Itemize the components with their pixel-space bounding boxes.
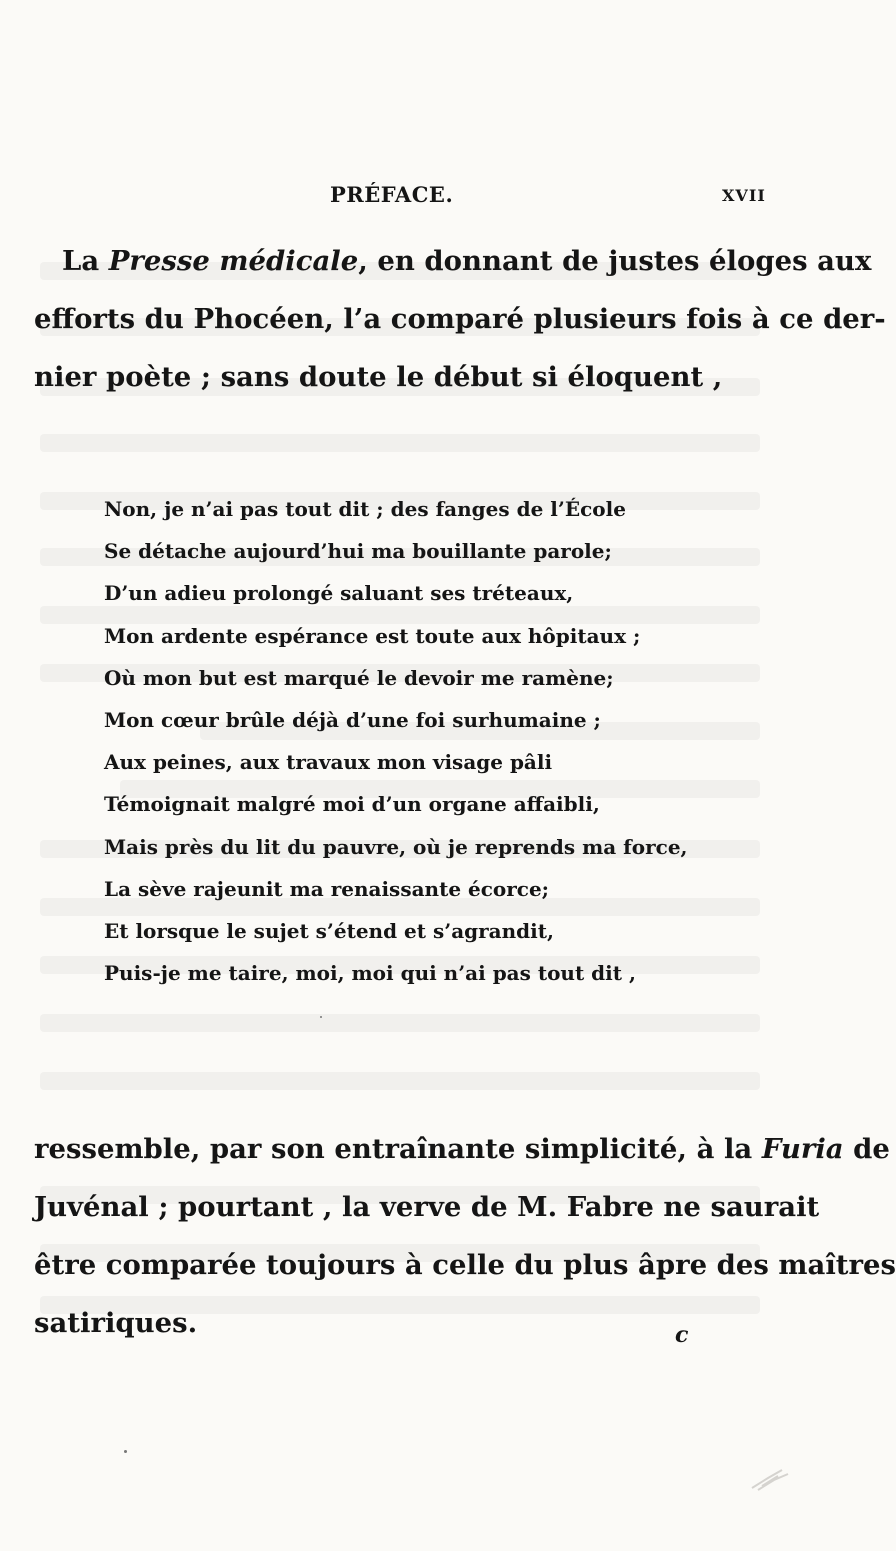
outro-line-3: être comparée toujours à celle du plus âpre des maîtres [34, 1249, 896, 1281]
intro-line-2: efforts du Phocéen, l’a comparé plusieurs fois à ce der- [34, 303, 886, 335]
verse-line: Mon cœur brûle déjà d’une foi surhumaine ; [104, 708, 601, 733]
verse-line: Se détache aujourd’hui ma bouillante parole; [104, 539, 612, 564]
verse-line: D’un adieu prolongé saluant ses tréteaux, [104, 581, 574, 606]
verse-line: Mon ardente espérance est toute aux hôpitaux ; [104, 623, 641, 648]
verse-line: Témoignait malgré moi d’un organe affaibli, [104, 792, 600, 817]
verse-line: La sève rajeunit ma renaissante écorce; [104, 876, 550, 901]
verse-line: Où mon but est marqué le devoir me ramène; [104, 665, 614, 690]
verse-line: Non, je n’ai pas tout dit ; des fanges de l’École [104, 497, 626, 521]
running-title: PRÉFACE. [330, 182, 454, 207]
verse-line: Aux peines, aux travaux mon visage pâli [104, 750, 553, 775]
verse-line: Puis-je me taire, moi, moi qui n’ai pas tout dit , [104, 961, 636, 986]
intro-paragraph [34, 232, 886, 406]
page-header [0, 180, 800, 214]
outro-paragraph [34, 1120, 896, 1352]
work-title: Furia [761, 1133, 844, 1165]
ink-speck [124, 1450, 127, 1453]
outro-line-2: Juvénal ; pourtant , la verve de M. Fabre ne saurait [34, 1191, 820, 1223]
outro-line-4: satiriques. [34, 1307, 198, 1339]
page-number: XVII [722, 186, 766, 205]
verse-line: Et lorsque le sujet s’étend et s’agrandit, [104, 919, 554, 944]
journal-title: Presse médicale [108, 245, 359, 277]
signature-mark: c [675, 1322, 689, 1348]
verse-line: Mais près du lit du pauvre, où je reprends ma force, [104, 834, 688, 859]
ink-speck [320, 1016, 322, 1018]
intro-line-1: La Presse médicale, en donnant de justes éloges aux [62, 245, 872, 277]
paper-stain-mark [748, 1466, 792, 1492]
verse-quotation [104, 488, 744, 994]
outro-line-1: ressemble, par son entraînante simplicité, à la Furia de [34, 1133, 890, 1165]
intro-line-3: nier poète ; sans doute le début si éloquent , [34, 361, 723, 393]
